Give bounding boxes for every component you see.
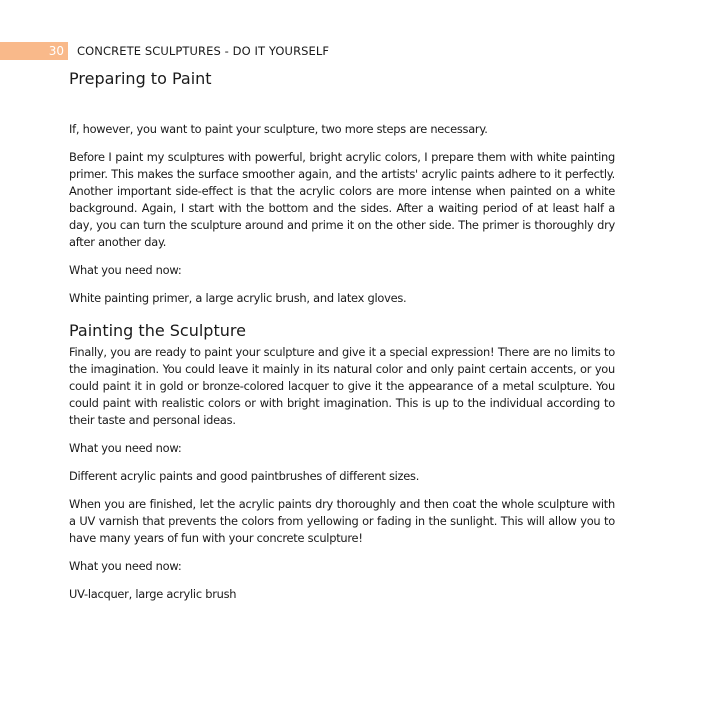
running-header: CONCRETE SCULPTURES - DO IT YOURSELF (77, 44, 330, 58)
heading-painting-the-sculpture: Painting the Sculpture (69, 321, 246, 340)
need-label-varnish: What you need now: (69, 559, 182, 573)
need-label-paints: What you need now: (69, 441, 182, 455)
heading-preparing-to-paint: Preparing to Paint (69, 69, 212, 88)
page-content (69, 66, 615, 614)
paragraph-painting: Finally, you are ready to paint your sculpture and give it a special expression! There are no limits to the imagination. You could leave it mainly in its natural color and only paint certain accents, or you could paint it in gold or bronze-colored lacquer to give it the appearance of a metal sculpture. You could paint with realistic colors or with bright imagination. This is up to the individual according to their taste and personal ideas. (69, 345, 615, 427)
need-items-primer: White painting primer, a large acrylic brush, and latex gloves. (69, 291, 407, 305)
page-number: 30 (48, 44, 64, 58)
paragraph-primer: Before I paint my sculptures with powerful, bright acrylic colors, I prepare them with white painting primer. This makes the surface smoother again, and the artists' acrylic paints adhere to it perfectly. Another important side-effect is that the acrylic colors are more intense when painted on a white background. Again, I start with the bottom and the sides. After a waiting period of at least half a day, you can turn the sculpture around and prime it on the other side. The primer is thoroughly dry after another day. (69, 150, 615, 249)
need-items-varnish: UV-lacquer, large acrylic brush (69, 587, 237, 601)
paragraph-intro: If, however, you want to paint your sculpture, two more steps are necessary. (69, 122, 488, 136)
need-label-primer: What you need now: (69, 263, 182, 277)
paragraph-finishing: When you are finished, let the acrylic paints dry thoroughly and then coat the whole sculpture with a UV varnish that prevents the colors from yellowing or fading in the sunlight. This will allow you to have many years of fun with your concrete sculpture! (69, 497, 615, 545)
need-items-paints: Different acrylic paints and good paintbrushes of different sizes. (69, 469, 420, 483)
